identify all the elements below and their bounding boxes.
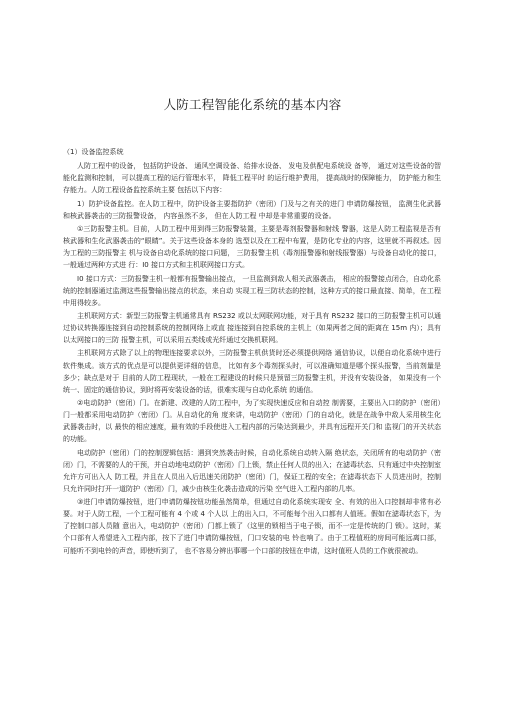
paragraph: 主机联网方式：新型三防报警主机通常具有 RS232 或以太网联网功能，对于具有 RS232 接口的三防报警主机可以通过协议转换器连接到自动控制系统的控制网络上或直 接连接到自控系统的主机上（如果两者之间的距离在 15m 内）；具有以太网接口的三防 报警主机，可以采用五类线或光纤通过交换机联网。 [63,311,441,345]
paragraph: 1）防护设备监控。在人防工程中，防护设备主要指防护（密闭）门及与之有关的进门 申请防爆按钮， 监测生化武器和核武器袭击的三防报警设备， 内容虽然不多， 但在人防工程 中却是非常重要的设备。 [63,199,441,220]
paragraph: 主机联网方式除了以上的物理连接要求以外，三防报警主机供货时还必须提供网络 通信协议，以便自动化系统中进行软件集成。该方式的优点是可以提供更详细的信息， 比如有多个毒剂探头时，可以准确知道是哪个探头报警，当前剂量是多少；缺点是对于 目前的人防工程现状，一般在工程建设的时候只是预留三防报警主机，并没有安装设备， 如果没有一个统一、固定的通信协议，到时将再安装设备的话，很难实现与自动化系统 的通信。 [63,349,441,394]
document-body [63,140,441,558]
section-heading: （1）设备监控系统 [63,148,124,156]
paragraph: 电动防护（密闭）门的控制逻辑包括：遇到突然袭击时候，自动化系统自动转入隔 绝状态，关闭所有的电动防护（密闭）门，不需要的人的干预，并自动地电动防护（密闭）门上锁，禁止任何人员的出入；在滤毒状态、只有通过中央控制室允许方可出入人 防工程，并且在人员出入后迅速关闭防护（密闭）门，保证工程的安全；在滤毒状态下 人员进出时，控制只允许同时打开一道防护（密闭）门，减少由核生化袭击造成的污染 空气进入工程内部的几率。 [63,448,441,493]
paragraph: ①三防报警主机。目前，人防工程中用到得三防报警装置，主要是毒剂报警器和射线 警器，这是人防工程监视是否有核武器和生化武器袭击的“眼睛”。关于这些设备本身的 选型以及在工程中布置，是防化专业的内容，这里就不再叙述。因为工程的三防报警主 机与设备自动化系统的接口问题， 三防报警主机（毒剂报警器和射线报警器）与设备自动化的接口，一般通过两种方式进 行：I0 接口方式和主机联网接口方式。 [63,224,441,270]
paragraph: ②电动防护（密闭）门。在新建、改建的人防工程中，为了实现快速反应和自动控 制需要，主要出入口的防护（密闭）门一般都采用电动防护（密闭）门。从自动化的角 度来讲，电动防护（密闭）门的自动化，就是在战争中敌人采用核生化武器袭击时，以 最快的相应速度，最有效的手段使进入工程内部的污染达到最少，并具有远程开关门和 监视门的开关状态的功能。 [63,399,441,444]
paragraph: ③进门申请防爆按钮，进门申请防爆按钮功能虽然简单，但通过自动化系统实现安 全、有效的出入口控制却非常有必要。对于人防工程，一个工程可能有 4 个或 4 个人以 上的出入口，不可能每个出入口都有人值班。假如在滤毒状态下，为了控制口部人员随 意出入，电动防护（密闭）门都上锁了（这里的锁相当于电子锁，而不一定是传统的门 锁）。这时，某个口部有人希望进入工程内部，按下了进门申请防爆按钮，门口安装的电 铃也响了。由于工程值班的房间可能远离口部，可能听不到电铃的声音，即使听到了， 也不容易分辨出事哪一个口部的按钮在申请，这时值班人员的工作就很被动。 [63,498,441,555]
document-title: 人防工程智能化系统的基本内容 [163,97,342,112]
paragraph: 人防工程中的设备， 包括防护设备、 通风空调设备、给排水设备、 发电及供配电系统设 备等， 通过对这些设备的智能化监测和控制， 可以提高工程的运行管理水平， 降低工程平时 的运行维护费用， 提高战时的保障能力， 防护能力和生存能力。人防工程设备监控系统主要 包括以下内容： [63,162,441,195]
paragraph: I0 接口方式：三防报警主机一般都有报警输出接点， 一旦监测到敌人相关武器袭击， 相应的报警接点闭合，自动化系统的控制器通过监测这些报警输出接点的状态，来自动 实现工程三防状态的控制，这种方式的接口最直接、简单，在工程中用得较多。 [63,274,441,307]
